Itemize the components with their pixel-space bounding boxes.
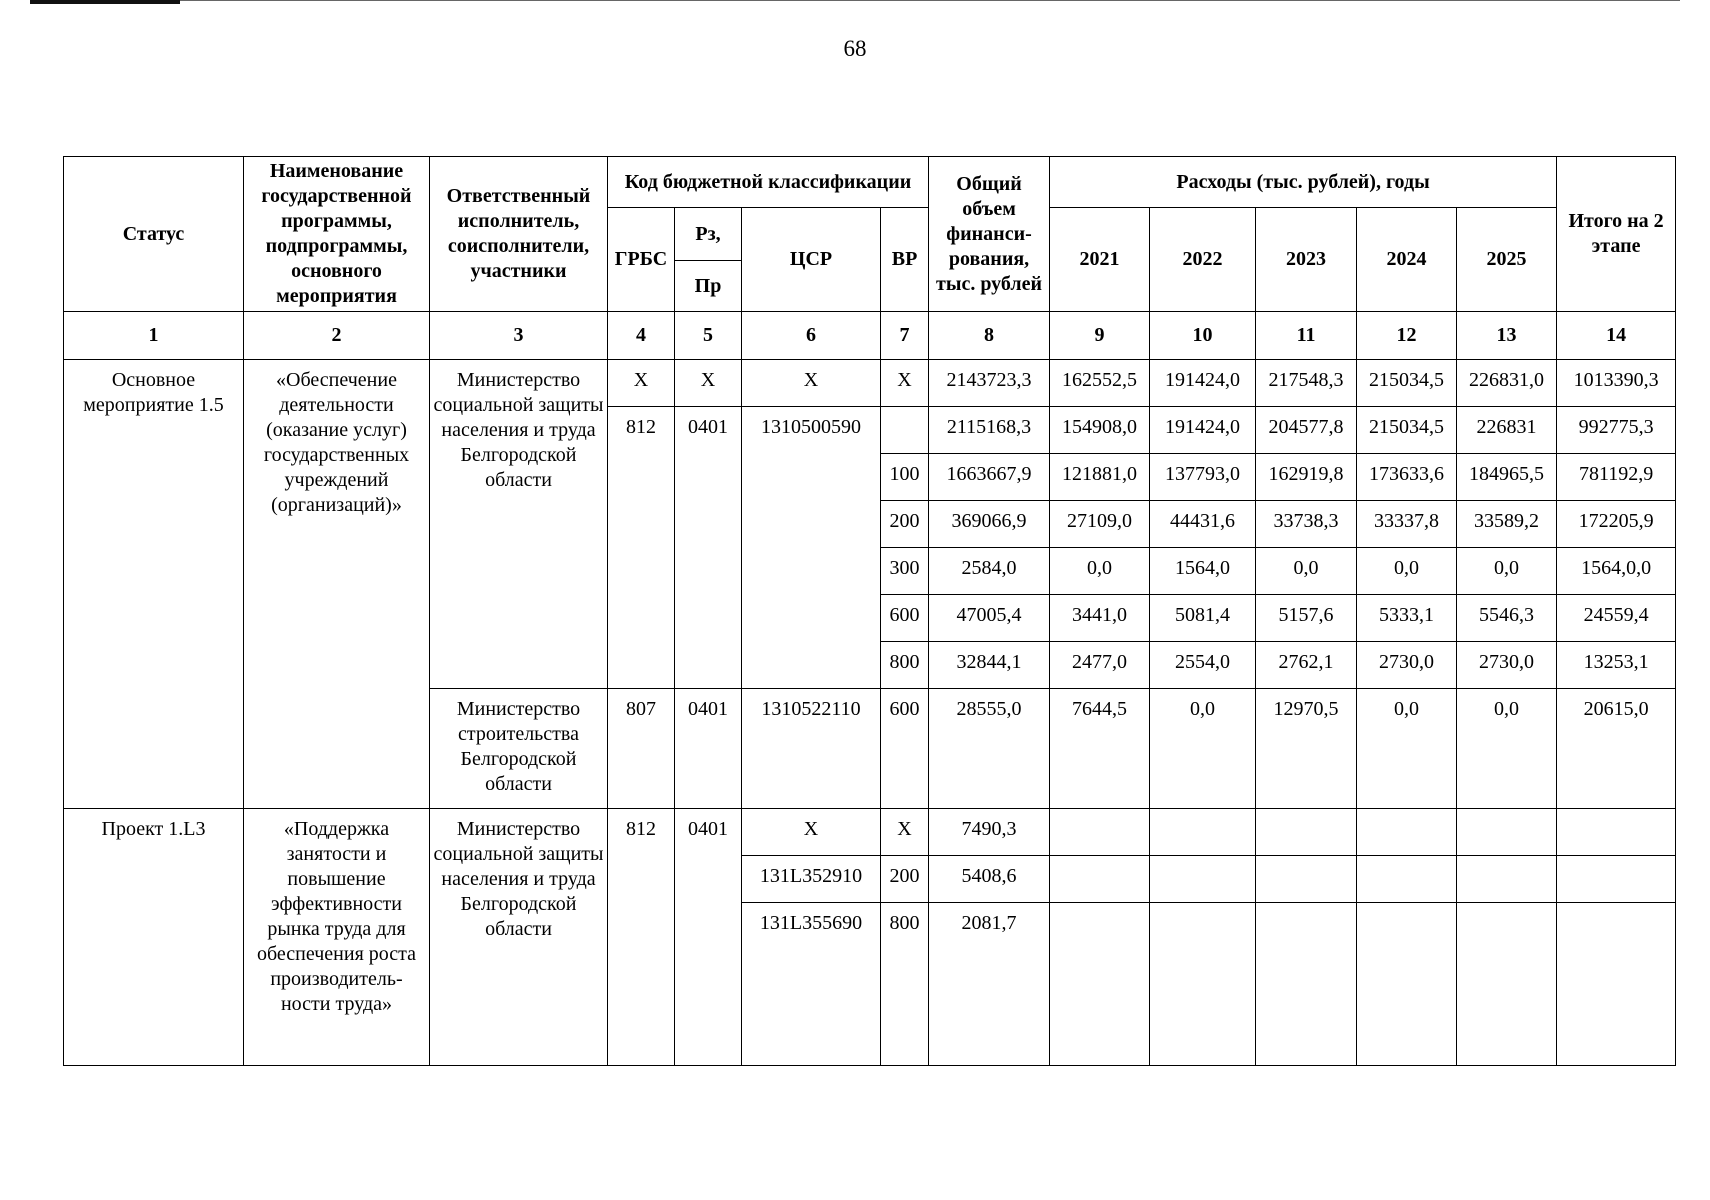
year-2024-cell: 215034,5 <box>1357 407 1457 454</box>
header-year-2023: 2023 <box>1256 208 1357 312</box>
year-2022-cell: 44431,6 <box>1150 501 1256 548</box>
header-total-volume: Общий объем финанси-рования, тыс. рублей <box>929 157 1050 312</box>
year-2022-cell: 1564,0 <box>1150 548 1256 595</box>
year-2023-cell: 12970,5 <box>1256 689 1357 809</box>
column-number: 12 <box>1357 312 1457 360</box>
csr-cell: 1310500590 <box>742 407 881 689</box>
stage-total-cell: 1564,0,0 <box>1557 548 1676 595</box>
vr-cell: 800 <box>881 642 929 689</box>
year-2022-cell <box>1150 856 1256 903</box>
year-2025-cell <box>1457 856 1557 903</box>
page-number: 68 <box>843 36 867 61</box>
year-2022-cell: 5081,4 <box>1150 595 1256 642</box>
header-executor: Ответственный исполнитель, соисполнители, участники <box>430 157 608 312</box>
stage-total-cell: 24559,4 <box>1557 595 1676 642</box>
year-2024-cell: 5333,1 <box>1357 595 1457 642</box>
vr-cell: 200 <box>881 501 929 548</box>
table-row <box>64 809 1676 856</box>
column-number: 1 <box>64 312 244 360</box>
rzpr-cell: Х <box>675 360 742 407</box>
vr-cell: Х <box>881 360 929 407</box>
program-name-cell: «Поддержка занятости и повышение эффективности рынка труда для обеспечения роста производитель-ности труда» <box>244 809 430 1066</box>
year-2023-cell: 33738,3 <box>1256 501 1357 548</box>
header-row <box>64 157 1676 208</box>
year-2023-cell <box>1256 856 1357 903</box>
year-2021-cell: 27109,0 <box>1050 501 1150 548</box>
column-number: 11 <box>1256 312 1357 360</box>
status-cell: Проект 1.L3 <box>64 809 244 1066</box>
header-grbs: ГРБС <box>608 208 675 312</box>
year-2021-cell: 121881,0 <box>1050 454 1150 501</box>
stage-total-cell: 13253,1 <box>1557 642 1676 689</box>
year-2024-cell <box>1357 856 1457 903</box>
csr-cell: Х <box>742 809 881 856</box>
stage-total-cell <box>1557 903 1676 1066</box>
total-cell: 7490,3 <box>929 809 1050 856</box>
csr-cell: 1310522110 <box>742 689 881 809</box>
program-name-cell: «Обеспечение деятельности (оказание услуг) государственных учреждений (организаций)» <box>244 360 430 809</box>
stage-total-cell: 20615,0 <box>1557 689 1676 809</box>
column-number: 6 <box>742 312 881 360</box>
year-2021-cell <box>1050 903 1150 1066</box>
vr-cell: 800 <box>881 903 929 1066</box>
status-cell: Основное мероприятие 1.5 <box>64 360 244 809</box>
total-cell: 1663667,9 <box>929 454 1050 501</box>
csr-cell: 131L352910 <box>742 856 881 903</box>
total-cell: 47005,4 <box>929 595 1050 642</box>
executor-cell: Министерство строительства Белгородской области <box>430 689 608 809</box>
vr-cell: 600 <box>881 595 929 642</box>
column-number: 2 <box>244 312 430 360</box>
year-2024-cell: 0,0 <box>1357 689 1457 809</box>
year-2021-cell: 3441,0 <box>1050 595 1150 642</box>
year-2023-cell <box>1256 903 1357 1066</box>
header-year-2021: 2021 <box>1050 208 1150 312</box>
grbs-cell: 812 <box>608 407 675 689</box>
year-2021-cell: 2477,0 <box>1050 642 1150 689</box>
year-2025-cell: 226831,0 <box>1457 360 1557 407</box>
year-2023-cell <box>1256 809 1357 856</box>
year-2021-cell <box>1050 809 1150 856</box>
year-2023-cell: 204577,8 <box>1256 407 1357 454</box>
scan-edge-mark <box>30 0 180 4</box>
year-2025-cell: 2730,0 <box>1457 642 1557 689</box>
year-2023-cell: 2762,1 <box>1256 642 1357 689</box>
rzpr-cell: 0401 <box>675 809 742 1066</box>
column-number: 3 <box>430 312 608 360</box>
year-2021-cell: 154908,0 <box>1050 407 1150 454</box>
year-2024-cell: 0,0 <box>1357 548 1457 595</box>
header-budget-code: Код бюджетной классификации <box>608 157 929 208</box>
scan-edge-line <box>180 0 1680 1</box>
stage-total-cell <box>1557 809 1676 856</box>
year-2024-cell: 33337,8 <box>1357 501 1457 548</box>
year-2022-cell: 2554,0 <box>1150 642 1256 689</box>
grbs-cell: 807 <box>608 689 675 809</box>
year-2025-cell: 226831 <box>1457 407 1557 454</box>
year-2022-cell: 0,0 <box>1150 689 1256 809</box>
csr-cell: 131L355690 <box>742 903 881 1066</box>
column-number: 10 <box>1150 312 1256 360</box>
year-2024-cell <box>1357 809 1457 856</box>
header-total-stage: Итого на 2 этапе <box>1557 157 1676 312</box>
column-number-row <box>64 312 1676 360</box>
stage-total-cell: 992775,3 <box>1557 407 1676 454</box>
vr-cell: 300 <box>881 548 929 595</box>
grbs-cell: 812 <box>608 809 675 1066</box>
year-2025-cell: 33589,2 <box>1457 501 1557 548</box>
year-2022-cell <box>1150 809 1256 856</box>
column-number: 4 <box>608 312 675 360</box>
vr-cell: 200 <box>881 856 929 903</box>
total-cell: 2115168,3 <box>929 407 1050 454</box>
csr-cell: Х <box>742 360 881 407</box>
year-2022-cell <box>1150 903 1256 1066</box>
year-2023-cell: 0,0 <box>1256 548 1357 595</box>
stage-total-cell <box>1557 856 1676 903</box>
header-expenses: Расходы (тыс. рублей), годы <box>1050 157 1557 208</box>
header-status: Статус <box>64 157 244 312</box>
header-csr: ЦСР <box>742 208 881 312</box>
vr-cell: 600 <box>881 689 929 809</box>
total-cell: 2081,7 <box>929 903 1050 1066</box>
header-year-2025: 2025 <box>1457 208 1557 312</box>
header-year-2022: 2022 <box>1150 208 1256 312</box>
executor-cell: Министерство социальной защиты населения и труда Белгородской области <box>430 360 608 689</box>
column-number: 13 <box>1457 312 1557 360</box>
year-2023-cell: 5157,6 <box>1256 595 1357 642</box>
total-cell: 5408,6 <box>929 856 1050 903</box>
stage-total-cell: 1013390,3 <box>1557 360 1676 407</box>
column-number: 7 <box>881 312 929 360</box>
stage-total-cell: 172205,9 <box>1557 501 1676 548</box>
year-2022-cell: 137793,0 <box>1150 454 1256 501</box>
rzpr-cell: 0401 <box>675 407 742 689</box>
year-2025-cell <box>1457 809 1557 856</box>
year-2022-cell: 191424,0 <box>1150 407 1256 454</box>
column-number: 9 <box>1050 312 1150 360</box>
year-2025-cell <box>1457 903 1557 1066</box>
header-rz: Рз, <box>675 208 742 261</box>
year-2024-cell: 2730,0 <box>1357 642 1457 689</box>
year-2023-cell: 162919,8 <box>1256 454 1357 501</box>
header-year-2024: 2024 <box>1357 208 1457 312</box>
total-cell: 2143723,3 <box>929 360 1050 407</box>
budget-table <box>63 156 1676 1066</box>
year-2025-cell: 0,0 <box>1457 548 1557 595</box>
vr-cell: Х <box>881 809 929 856</box>
year-2025-cell: 5546,3 <box>1457 595 1557 642</box>
column-number: 14 <box>1557 312 1676 360</box>
year-2024-cell: 173633,6 <box>1357 454 1457 501</box>
year-2021-cell <box>1050 856 1150 903</box>
total-cell: 28555,0 <box>929 689 1050 809</box>
year-2021-cell: 7644,5 <box>1050 689 1150 809</box>
year-2024-cell: 215034,5 <box>1357 360 1457 407</box>
rzpr-cell: 0401 <box>675 689 742 809</box>
grbs-cell: Х <box>608 360 675 407</box>
header-program-name: Наименование государственной программы, подпрограммы, основного мероприятия <box>244 157 430 312</box>
year-2024-cell <box>1357 903 1457 1066</box>
year-2021-cell: 0,0 <box>1050 548 1150 595</box>
stage-total-cell: 781192,9 <box>1557 454 1676 501</box>
executor-cell: Министерство социальной защиты населения и труда Белгородской области <box>430 809 608 1066</box>
year-2021-cell: 162552,5 <box>1050 360 1150 407</box>
column-number: 5 <box>675 312 742 360</box>
year-2025-cell: 0,0 <box>1457 689 1557 809</box>
vr-cell: 100 <box>881 454 929 501</box>
table-row <box>64 360 1676 407</box>
vr-cell <box>881 407 929 454</box>
total-cell: 369066,9 <box>929 501 1050 548</box>
year-2025-cell: 184965,5 <box>1457 454 1557 501</box>
column-number: 8 <box>929 312 1050 360</box>
total-cell: 2584,0 <box>929 548 1050 595</box>
header-vr: ВР <box>881 208 929 312</box>
header-pr: Пр <box>675 261 742 312</box>
year-2022-cell: 191424,0 <box>1150 360 1256 407</box>
total-cell: 32844,1 <box>929 642 1050 689</box>
year-2023-cell: 217548,3 <box>1256 360 1357 407</box>
